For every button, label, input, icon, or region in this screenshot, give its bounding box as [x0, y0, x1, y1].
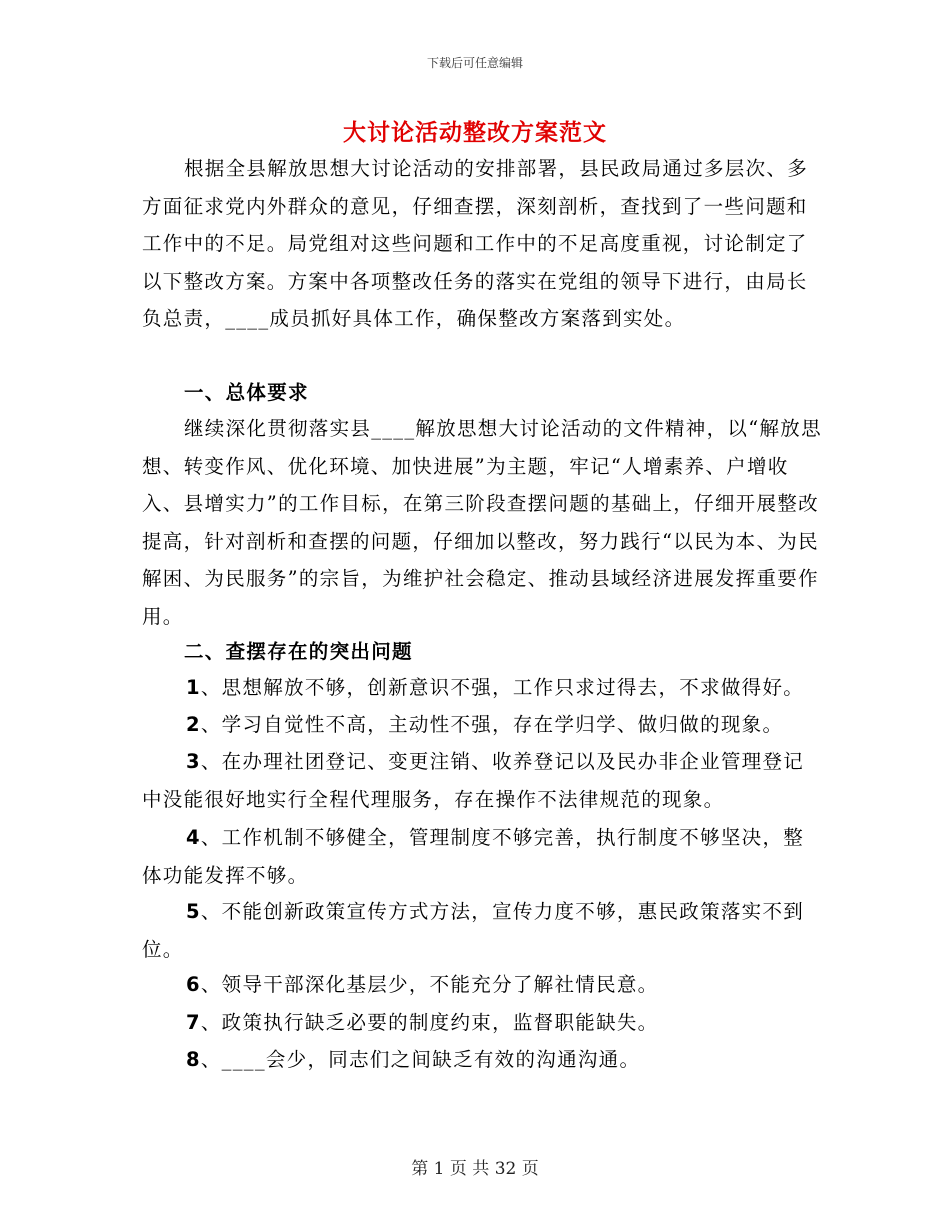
problem-item-5 [142, 893, 822, 968]
item-number: 6 [186, 973, 201, 996]
document-title: 大讨论活动整改方案范文 [343, 119, 607, 146]
page-number-footer: 第 1 页 共 32 页 [411, 1159, 539, 1179]
problem-item-3 [142, 743, 822, 818]
item-number: 5 [186, 900, 201, 923]
problem-item-8 [142, 1041, 822, 1079]
problem-item-7 [142, 1004, 822, 1042]
item-number: 4 [186, 826, 201, 849]
intro-paragraph: 根据全县解放思想大讨论活动的安排部署，县民政局通过多层次、多方面征求党内外群众的意见，仔细查摆，深刻剖析，查找到了一些问题和工作中的不足。局党组对这些问题和工作中的不足高度重视，讨论制定了以下整改方案。方案中各项整改任务的落实在党组的领导下进行，由局长负总责，____成员抓好具体工作，确保整改方案落到实处。 [142, 157, 809, 330]
section-heading-problems: 二、查摆存在的突出问题 [184, 640, 413, 663]
item-text: 、领导干部深化基层少，不能充分了解社情民意。 [200, 973, 659, 996]
problem-item-2 [142, 706, 822, 744]
item-number: 1 [186, 676, 201, 699]
item-number: 2 [186, 713, 201, 736]
problem-item-1 [142, 669, 822, 707]
item-text: 、思想解放不够，创新意识不强，工作只求过得去，不求做得好。 [200, 676, 805, 699]
section1-paragraph: 继续深化贯彻落实县____解放思想大讨论活动的文件精神，以“解放思想、转变作风、优化环境、加快进展”为主题，牢记“人增素养、户增收入、县增实力”的工作目标，在第三阶段查摆问题的基础上，仔细开展整改提高，针对剖析和查摆的问题，仔细加以整改，努力践行“以民为本、为民解困、为民服务”的宗旨，为维护社会稳定、推动县域经济进展发挥重要作用。 [142, 417, 822, 628]
item-text: 、____会少，同志们之间缺乏有效的沟通沟通。 [200, 1048, 641, 1071]
item-number: 3 [186, 750, 201, 773]
item-number: 8 [186, 1048, 201, 1071]
item-text: 、政策执行缺乏必要的制度约束，监督职能缺失。 [200, 1011, 659, 1034]
item-text: 、学习自觉性不高，主动性不强，存在学归学、做归做的现象。 [200, 713, 784, 736]
problem-item-4 [142, 819, 822, 894]
section-heading-general-requirements: 一、总体要求 [184, 381, 309, 404]
item-text: 、不能创新政策宣传方式方法，宣传力度不够，惠民政策落实不到位。 [142, 900, 805, 961]
item-number: 7 [186, 1011, 201, 1034]
problem-item-6 [142, 966, 822, 1004]
item-text: 、在办理社团登记、变更注销、收养登记以及民办非企业管理登记中没能很好地实行全程代理服务，存在操作不法律规范的现象。 [142, 750, 805, 811]
header-note: 下载后可任意编辑 [426, 56, 523, 70]
item-text: 、工作机制不够健全，管理制度不够完善，执行制度不够坚决，整体功能发挥不够。 [142, 826, 805, 887]
